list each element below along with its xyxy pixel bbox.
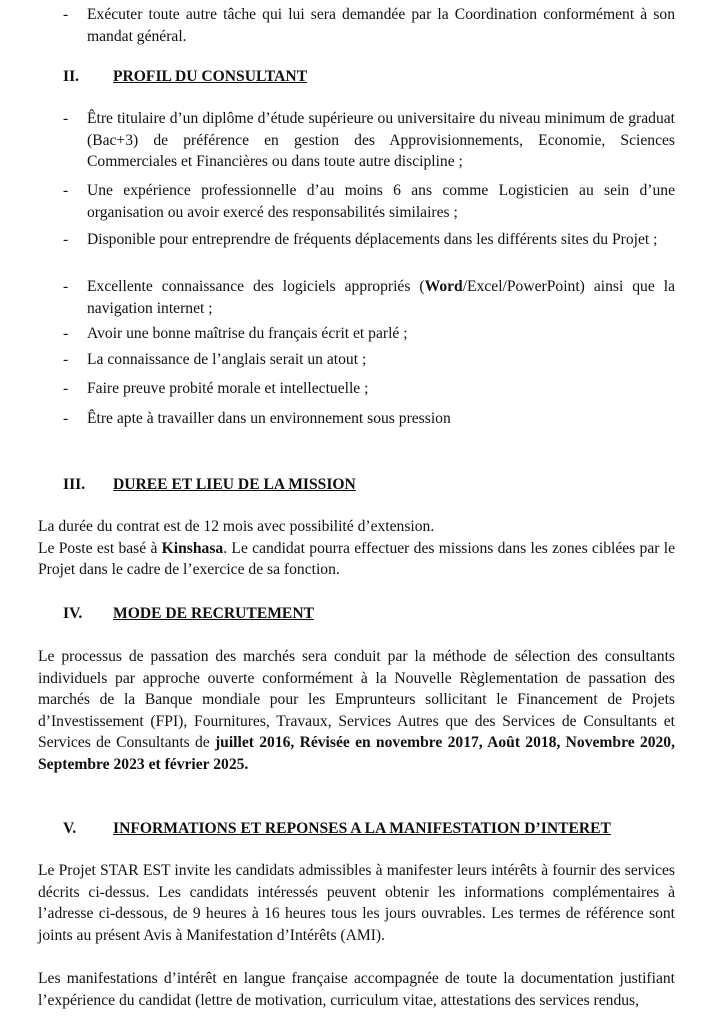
informations-paragraph-2: Les manifestations d’intérêt en langue française accompagnée de toute la documentation justifiant l’expérience du candidat (lettre de motivation, curriculum vitae, attestations des services rendus, [38, 970, 675, 1009]
section-heading-duree [63, 474, 356, 496]
bullet-text: Exécuter toute autre tâche qui lui sera demandée par la Coordination conformément à son mandat général. [87, 6, 675, 45]
section-title: PROFIL DU CONSULTANT [113, 68, 308, 85]
bullet-text: Faire preuve probité morale et intellectuelle ; [87, 380, 369, 397]
bullet-text: Excellente connaissance des logiciels appropriés (Word/Excel/PowerPoint) ainsi que la navigation internet ; [87, 278, 676, 317]
section-number: V. [63, 820, 77, 837]
section-heading-profil [63, 66, 307, 88]
bullet-text: Être titulaire d’un diplôme d’étude supérieure ou universitaire du niveau minimum de graduat (Bac+3) de préférence en gestion des Approvisionnements, Economie, Sciences Commerciales et Financières ou dans toute autre discipline ; [87, 110, 675, 170]
profil-bullet-3: - Disponible pour entreprendre de fréquents déplacements dans les différents sites du Projet ; [63, 229, 675, 251]
bullet-text: Une expérience professionnelle d’au moins 6 ans comme Logisticien au sein d’une organisation ou avoir exercé des responsabilités similaires ; [87, 182, 675, 221]
profil-bullet-4: - Excellente connaissance des logiciels appropriés (Word/Excel/PowerPoint) ainsi que la navigation internet ; [63, 276, 675, 319]
section-number: IV. [63, 605, 83, 622]
section-number: II. [63, 68, 80, 85]
profil-bullet-2: - Une expérience professionnelle d’au moins 6 ans comme Logisticien au sein d’une organisation ou avoir exercé des responsabilités similaires ; [63, 180, 675, 223]
intro-bullet [63, 4, 675, 47]
profil-bullet-6: - La connaissance de l’anglais serait un atout ; [63, 349, 675, 371]
section-title: DUREE ET LIEU DE LA MISSION [113, 476, 356, 493]
lieu-line: Le Poste est basé à Kinshasa. Le candidat pourra effectuer des missions dans les zones ciblées par le Projet dans le cadre de l’exercice de sa fonction. [38, 539, 675, 578]
section-heading-informations [63, 818, 611, 840]
section-number: III. [63, 476, 86, 493]
section-title: MODE DE RECRUTEMENT [113, 605, 314, 622]
profil-bullet-1: - Être titulaire d’un diplôme d’étude supérieure ou universitaire du niveau minimum de graduat (Bac+3) de préférence en gestion des Approvisionnements, Economie, Sciences Commerciales et Financières ou dans toute autre discipline ; [63, 108, 675, 173]
bullet-text: Avoir une bonne maîtrise du français écrit et parlé ; [87, 325, 408, 342]
bullet-dash: - [63, 6, 69, 23]
duree-line: La durée du contrat est de 12 mois avec possibilité d’extension. [38, 518, 435, 535]
informations-paragraph-1: Le Projet STAR EST invite les candidats admissibles à manifester leurs intérêts à fournir des services décrits ci-dessus. Les candidats intéressés peuvent obtenir les informations complémentaires à l’adresse ci-dessous, de 9 heures à 16 heures tous les jours ouvrables. Les termes de référence sont joints au présent Avis à Manifestation d’Intérêts (AMI). [38, 862, 675, 944]
bullet-text: La connaissance de l’anglais serait un atout ; [87, 351, 367, 368]
section-heading-recrutement [63, 603, 314, 625]
section-title: INFORMATIONS ET REPONSES A LA MANIFESTATION D’INTERET [113, 820, 611, 837]
profil-bullet-5: - Avoir une bonne maîtrise du français écrit et parlé ; [63, 323, 675, 345]
bullet-text: Disponible pour entreprendre de fréquents déplacements dans les différents sites du Projet ; [87, 231, 658, 248]
bullet-text: Être apte à travailler dans un environnement sous pression [87, 410, 451, 427]
recrutement-paragraph: Le processus de passation des marchés sera conduit par la méthode de sélection des consultants individuels par approche ouverte conformément à la Nouvelle Règlementation de passation des marchés de la Banque mondiale pour les Emprunteurs sollicitant le Financement de Projets d’Investissement (FPI), Fournitures, Travaux, Services Autres que des Services de Consultants et Services de Consultants de juillet 2016, Révisée en novembre 2017, Août 2018, Novembre 2020, Septembre 2023 et février 2025. [38, 648, 675, 773]
profil-bullet-7: - Faire preuve probité morale et intellectuelle ; [63, 378, 675, 400]
duree-paragraph [38, 516, 675, 581]
profil-bullet-8: - Être apte à travailler dans un environnement sous pression [63, 408, 675, 430]
